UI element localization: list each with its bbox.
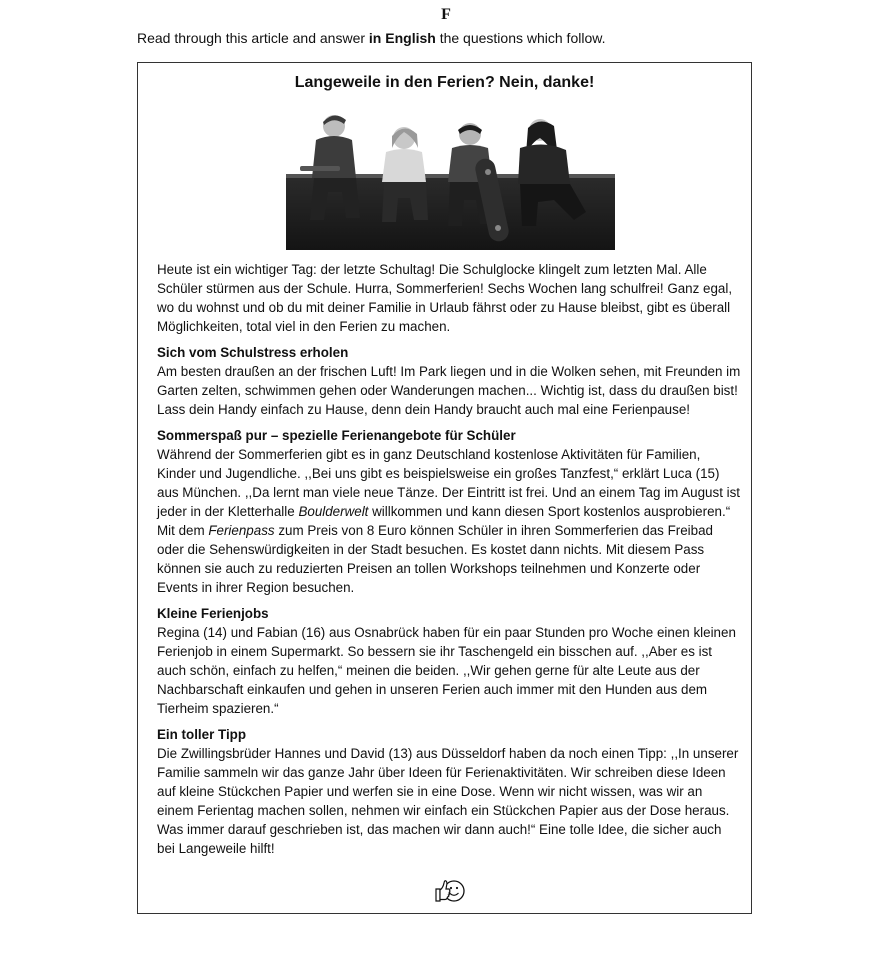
article-title: Langeweile in den Ferien? Nein, danke! [294, 74, 595, 91]
section-heading: Sich vom Schulstress erholen [157, 345, 349, 360]
section-heading: Kleine Ferienjobs [157, 606, 269, 621]
body-text: willkommen und kann diesen Sport kostenlos ausprobieren.“ Mit dem [157, 504, 731, 538]
teenagers-photo [286, 108, 615, 250]
section-letter: F [441, 6, 451, 23]
instruction-bold: in English [368, 30, 436, 46]
section-body: Am besten draußen an der frischen Luft! Im Park liegen und in die Wolken sehen, mit Freunden im Garten zelten, schwimmen gehen oder Wanderungen machen... Wichtig ist, dass du draußen bist! Lass dein Handy einfach zu Hause, denn dein Handy braucht auch mal eine Ferienpause! [157, 364, 741, 417]
section-body: Regina (14) und Fabian (16) aus Osnabrück haben für ein paar Stunden pro Woche einen kleinen Ferienjob in einem Supermarkt. So bessern sie ihr Taschengeld ein bisschen auf. ,,Aber es ist auch schön, einfach zu helfen,“ meinen die beiden. ,,Wir gehen gerne für alte Leute aus der Nachbarschaft einkaufen und gehen in unseren Ferien auch immer mit den Hunden aus dem Tierheim spazieren.“ [157, 625, 736, 716]
italic-pass-name: Ferienpass [208, 523, 275, 538]
thumbs-up-smiley-icon [434, 877, 466, 903]
instruction-text [137, 30, 605, 46]
section-body: Die Zwillingsbrüder Hannes und David (13) aus Düsseldorf haben da noch einen Tipp: ,,In unserer Familie sammeln wir das ganze Jahr über Ideen für Ferienaktivitäten. Wir schreiben diese Ideen auf kleine Stückchen Papier und werfen sie in eine Dose. Wenn wir nicht wissen, was wir an einem Ferientag machen sollen, nehmen wir einfach ein Stückchen Papier aus der Dose heraus. Was immer darauf geschrieben ist, das machen wir dann auch!“ Eine tolle Idee, die sicher auch bei Langeweile hilft! [157, 746, 739, 856]
instruction-before: Read through this article and answer [137, 30, 369, 46]
article-content [157, 260, 742, 865]
italic-place-name: Boulderwelt [298, 504, 369, 519]
body-text: Während der Sommerferien gibt es in ganz Deutschland kostenlose Aktivitäten für Familien, Kinder und Jugendliche. ,,Bei uns gibt es beispielsweise ein großes Tanzfest,“ erklärt Luca (15) aus München. ,,Da lernt man viele neue Tänze. Der Eintritt ist frei. Und an einem Tag im August ist jeder in der Kletterhalle [157, 447, 741, 519]
section-heading: Sommerspaß pur – spezielle Ferienangebote für Schüler [157, 428, 516, 443]
intro-paragraph: Heute ist ein wichtiger Tag: der letzte Schultag! Die Schulglocke klingelt zum letzten Mal. Alle Schüler stürmen aus der Schule. Hurra, Sommerferien! Sechs Wochen lang schulfrei! Ganz egal, wo du wohnst und ob du mit deiner Familie in Urlaub fährst oder zu Hause bleibst, gibt es überall Möglichkeiten, total viel in den Ferien zu machen. [157, 262, 733, 334]
instruction-after: the questions which follow. [435, 30, 606, 46]
section-body [157, 445, 742, 597]
article-box [137, 62, 752, 914]
body-text: zum Preis von 8 Euro können Schüler in ihren Sommerferien das Freibad oder die Sehenswürdigkeiten in der Stadt besuchen. Es kostet dann nichts. Mit diesem Pass können sie auch zu reduzierten Preisen an tollen Workshops teilnehmen und Konzerte oder Events in ihrer Region besuchen. [157, 523, 713, 595]
section-heading: Ein toller Tipp [157, 727, 247, 742]
